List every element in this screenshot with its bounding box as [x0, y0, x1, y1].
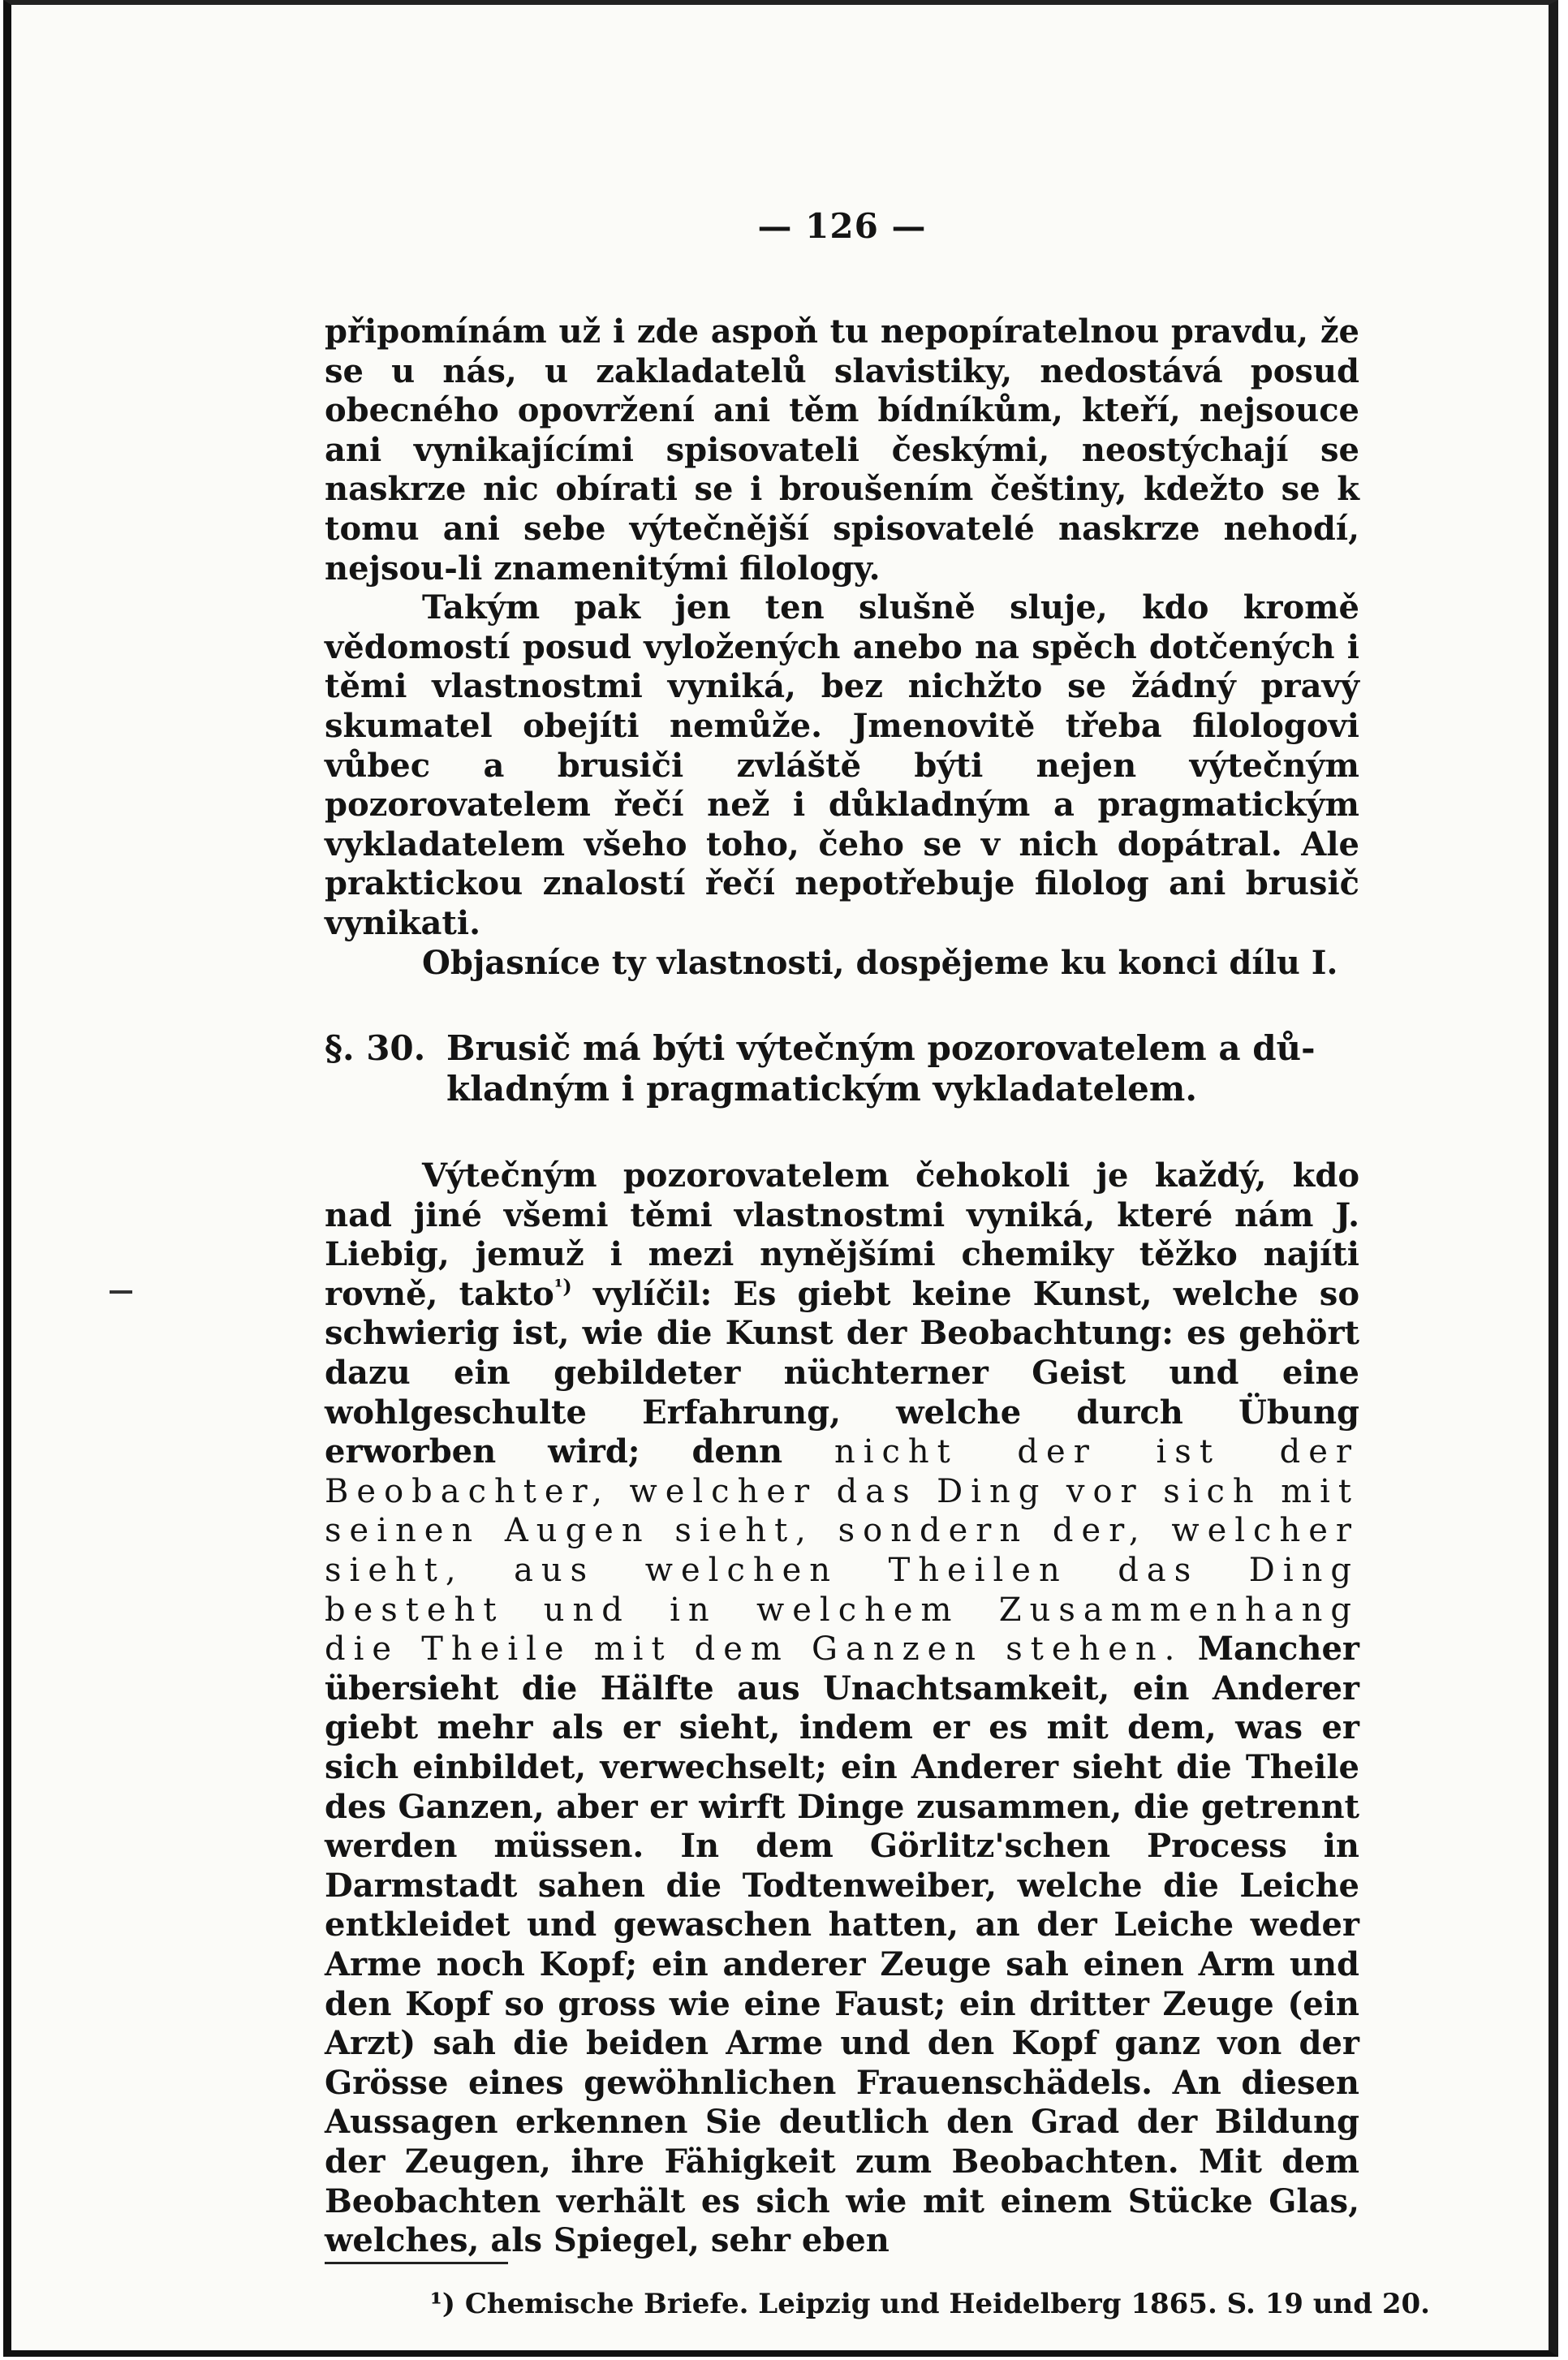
section-title-line1: Brusič má býti výtečným pozorovatelem a dů- [446, 1028, 1316, 1069]
paragraph: Objasníce ty vlastnosti, dospějeme ku konci dílu I. [422, 943, 1338, 982]
footnote-rule [325, 2262, 508, 2264]
margin-mark [110, 1290, 132, 1294]
body-text [325, 312, 1359, 2261]
main-paragraph-intro: Výtečným pozorovatelem čehokoli je každý, kdo nad jiné všemi těmi vlastnostmi vyniká, které nám J. Liebig, jemuž i mezi nynějšími chemiky těžko najíti rovně, takto [325, 1156, 1359, 1313]
paragraph: Takým pak jen ten slušně sluje, kdo kromě vědomostí posud vyložených anebo na spěch dotčených i těmi vlastnostmi vyniká, bez nichžto se žádný pravý skumatel obejíti nemůže. Jmenovitě třeba filologovi vůbec a brusiči zvláště býti nejen výtečným pozorovatelem řečí než i důkladným a pragmatickým vykladatelem všeho toho, čeho se v nich dopátral. Ale praktickou znalostí řečí nepotřebuje filolog ani brusič vynikati. [325, 588, 1359, 942]
section-number: §. 30. [325, 1028, 426, 1069]
paragraph: připomínám už i zde aspoň tu nepopíratelnou pravdu, že se u nás, u zakladatelů slavistiky, nedostává posud obecného opovržení ani těm bídníkům, kteří, nejsouce ani vynikajícími spisovateli českými, neostýchají se naskrze nic obírati se i broušením češtiny, kdežto se k tomu ani sebe výtečnější spisovatelé naskrze nehodí, nejsou-li znamenitými filology. [325, 312, 1359, 588]
quote-end: Mancher übersieht die Hälfte aus Unachtsamkeit, ein Anderer giebt mehr als er sieht, indem er es mit dem, was er sich einbildet, verwechselt; ein Anderer sieht die Theile des Ganzen, aber er wirft Dinge zusammen, die getrennt werden müssen. In dem Görlitz'schen Process in Darmstadt sahen die Todtenweiber, welche die Leiche entkleidet und gewaschen hatten, an der Leiche weder Arme noch Kopf; ein anderer Zeuge sah einen Arm und den Kopf so gross wie eine Faust; ein dritter Zeuge (ein Arzt) sah die beiden Arme und den Kopf ganz von der Grösse eines gewöhnlichen Frauenschädels. An diesen Aussagen erkennen Sie deutlich den Grad der Bildung der Zeugen, ihre Fähigkeit zum Beobachten. Mit dem Beobachten verhält es sich wie mit einem Stücke Glas, welches, als Spiegel, sehr eben [325, 1630, 1359, 2260]
page-number: — 126 — [757, 206, 927, 246]
section-title-line2: kladným i pragmatickým vykladatelem. [446, 1069, 1197, 1109]
quote-start: vylíčil: Es giebt keine Kunst, welche so schwierig ist, wie die Kunst der Beobachtung: es gehört dazu ein gebildeter nüchterner Geist und eine wohlgeschulte Erfahrung, welche durch Übung erworben wird; denn [325, 1274, 1359, 1471]
footnote-reference: ¹) [554, 1274, 572, 1298]
footnote: ¹) Chemische Briefe. Leipzig und Heidelberg 1865. S. 19 und 20. [430, 2288, 1430, 2320]
main-paragraph [325, 1156, 1359, 2261]
section-heading [325, 1028, 1359, 1109]
spaced-emphasis: nicht der ist der Beobachter, welcher das Ding vor sich mit seinen Augen sieht, sondern der, welcher sieht, aus welchen Theilen das Ding besteht und in welchem Zusammenhang die Theile mit dem Ganzen stehen. [325, 1433, 1359, 1669]
